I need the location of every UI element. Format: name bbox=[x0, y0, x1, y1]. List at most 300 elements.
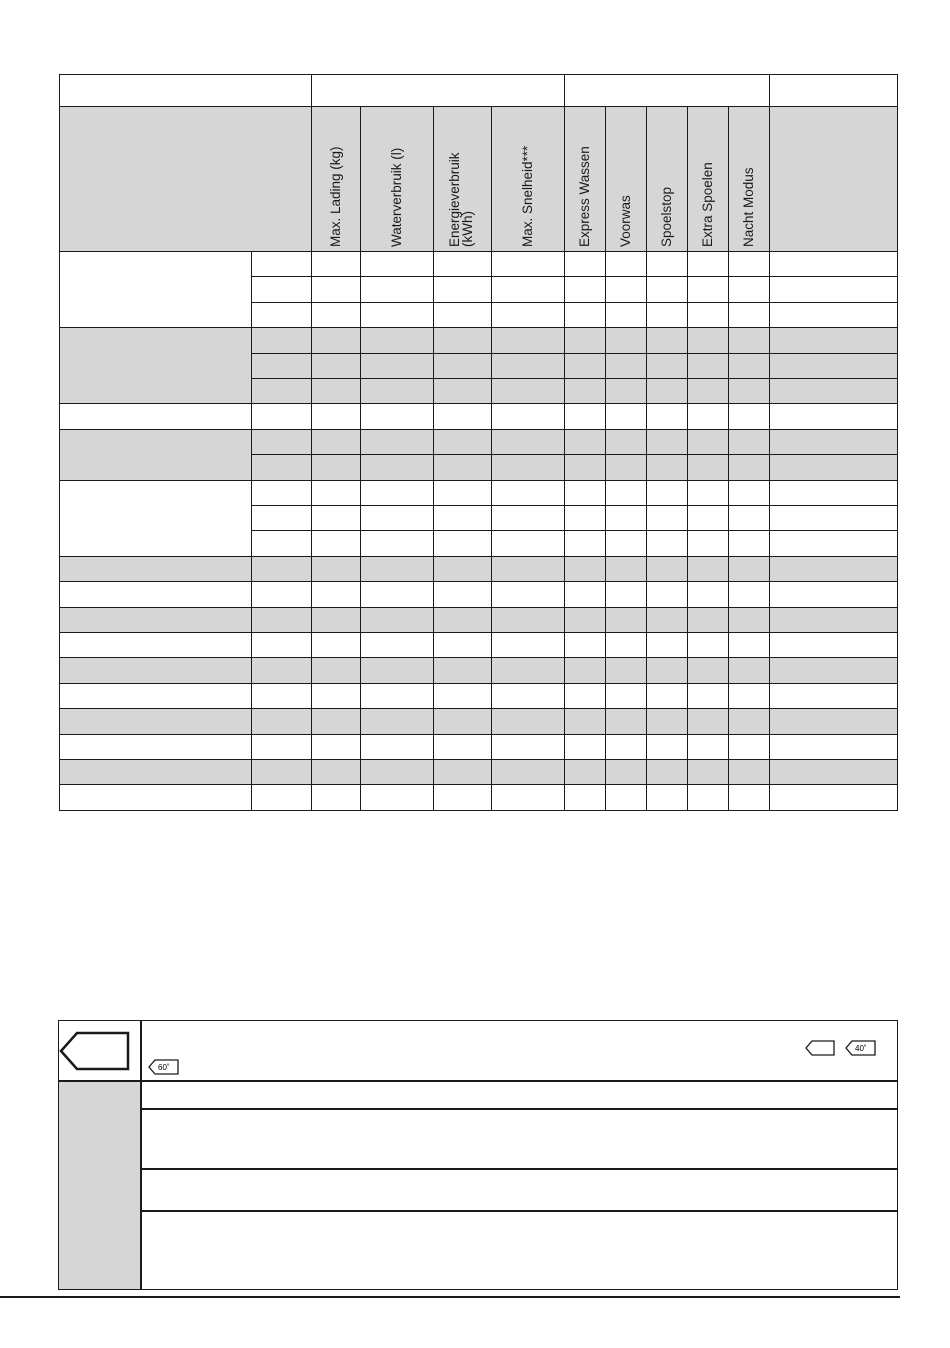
table-cell bbox=[647, 277, 688, 302]
table-cell bbox=[312, 658, 361, 683]
table-cell bbox=[770, 582, 898, 607]
table-cell bbox=[729, 429, 770, 454]
table-cell bbox=[729, 582, 770, 607]
table-cell bbox=[492, 505, 565, 530]
table-cell bbox=[434, 455, 492, 480]
programme-name-cell bbox=[60, 632, 252, 657]
table-cell bbox=[361, 607, 434, 632]
table-cell bbox=[492, 404, 565, 429]
col-header-energieverbruik: Energieverbruik (kWh) bbox=[434, 106, 492, 251]
table-cell bbox=[252, 760, 312, 785]
table-cell bbox=[434, 251, 492, 276]
table-cell bbox=[729, 760, 770, 785]
table-cell bbox=[252, 683, 312, 708]
info-box bbox=[58, 1020, 898, 1290]
table-cell bbox=[606, 455, 647, 480]
table-cell bbox=[361, 658, 434, 683]
info-divider bbox=[141, 1210, 897, 1212]
table-cell bbox=[312, 709, 361, 734]
table-cell bbox=[252, 328, 312, 353]
table-cell bbox=[606, 582, 647, 607]
table-row bbox=[60, 251, 898, 276]
table-cell bbox=[688, 582, 729, 607]
table-cell bbox=[252, 251, 312, 276]
temperature-40-tag-icon bbox=[845, 1040, 876, 1056]
table-cell bbox=[361, 302, 434, 327]
table-cell bbox=[361, 480, 434, 505]
group-header-cell bbox=[312, 75, 565, 107]
table-cell bbox=[688, 556, 729, 581]
table-cell bbox=[688, 353, 729, 378]
table-cell bbox=[770, 531, 898, 556]
table-row bbox=[60, 632, 898, 657]
programme-name-cell bbox=[60, 683, 252, 708]
table-cell bbox=[252, 632, 312, 657]
table-row bbox=[60, 480, 898, 505]
col-header-waterverbruik: Waterverbruik (l) bbox=[361, 106, 434, 251]
table-cell bbox=[770, 607, 898, 632]
table-cell bbox=[565, 709, 606, 734]
table-cell bbox=[434, 556, 492, 581]
table-cell bbox=[688, 785, 729, 811]
table-cell bbox=[434, 328, 492, 353]
temperature-60-tag-icon bbox=[148, 1059, 179, 1075]
table-cell bbox=[647, 531, 688, 556]
table-cell bbox=[770, 328, 898, 353]
table-cell bbox=[312, 505, 361, 530]
table-cell bbox=[492, 556, 565, 581]
table-cell bbox=[770, 785, 898, 811]
table-cell bbox=[647, 607, 688, 632]
table-cell bbox=[565, 378, 606, 403]
programme-name-cell bbox=[60, 734, 252, 759]
table-cell bbox=[606, 556, 647, 581]
table-cell bbox=[252, 455, 312, 480]
table-cell bbox=[312, 683, 361, 708]
table-cell bbox=[770, 480, 898, 505]
table-cell bbox=[606, 785, 647, 811]
table-cell bbox=[565, 760, 606, 785]
table-cell bbox=[361, 709, 434, 734]
table-cell bbox=[688, 760, 729, 785]
table-cell bbox=[770, 505, 898, 530]
table-cell bbox=[606, 760, 647, 785]
table-cell bbox=[729, 709, 770, 734]
table-cell bbox=[492, 328, 565, 353]
table-cell bbox=[565, 455, 606, 480]
table-cell bbox=[729, 353, 770, 378]
table-cell bbox=[565, 734, 606, 759]
col-header-spoelstop: Spoelstop bbox=[647, 106, 688, 251]
table-cell bbox=[770, 455, 898, 480]
table-cell bbox=[434, 658, 492, 683]
table-cell bbox=[361, 404, 434, 429]
table-row bbox=[60, 785, 898, 811]
programme-name-cell bbox=[60, 582, 252, 607]
table-cell bbox=[647, 709, 688, 734]
table-cell bbox=[492, 353, 565, 378]
table-cell bbox=[688, 277, 729, 302]
table-cell bbox=[434, 607, 492, 632]
programme-name-cell bbox=[60, 404, 252, 429]
table-cell bbox=[492, 277, 565, 302]
table-cell bbox=[434, 404, 492, 429]
table-cell bbox=[688, 480, 729, 505]
table-cell bbox=[492, 531, 565, 556]
table-cell bbox=[688, 302, 729, 327]
table-cell bbox=[492, 632, 565, 657]
table-cell bbox=[434, 480, 492, 505]
col-header-last bbox=[770, 106, 898, 251]
info-divider bbox=[141, 1108, 897, 1110]
table-cell bbox=[434, 429, 492, 454]
col-header-extra-spoelen: Extra Spoelen bbox=[688, 106, 729, 251]
table-cell bbox=[312, 734, 361, 759]
table-row bbox=[60, 709, 898, 734]
temperature-tag-icon bbox=[805, 1040, 835, 1056]
table-cell bbox=[565, 353, 606, 378]
table-cell bbox=[434, 760, 492, 785]
table-cell bbox=[492, 683, 565, 708]
table-cell bbox=[606, 378, 647, 403]
programme-name-cell bbox=[60, 429, 252, 480]
table-cell bbox=[688, 658, 729, 683]
table-cell bbox=[434, 632, 492, 657]
temperature-tag-icon bbox=[59, 1031, 131, 1071]
table-row bbox=[60, 683, 898, 708]
col-header-voorwas: Voorwas bbox=[606, 106, 647, 251]
table-cell bbox=[647, 734, 688, 759]
table-cell bbox=[434, 302, 492, 327]
table-cell bbox=[688, 429, 729, 454]
table-cell bbox=[492, 709, 565, 734]
table-cell bbox=[688, 455, 729, 480]
table-cell bbox=[312, 760, 361, 785]
table-row bbox=[60, 734, 898, 759]
table-row bbox=[60, 429, 898, 454]
table-cell bbox=[492, 785, 565, 811]
info-divider bbox=[140, 1021, 142, 1289]
table-row bbox=[60, 328, 898, 353]
table-cell bbox=[565, 251, 606, 276]
page-bottom-rule bbox=[0, 1296, 900, 1298]
table-cell bbox=[361, 505, 434, 530]
table-cell bbox=[492, 734, 565, 759]
table-cell bbox=[770, 404, 898, 429]
table-row bbox=[60, 760, 898, 785]
table-cell bbox=[361, 455, 434, 480]
table-cell bbox=[565, 658, 606, 683]
table-cell bbox=[606, 277, 647, 302]
table-cell bbox=[647, 404, 688, 429]
table-cell bbox=[729, 277, 770, 302]
table-cell bbox=[252, 404, 312, 429]
table-cell bbox=[770, 251, 898, 276]
group-header-cell bbox=[565, 75, 770, 107]
table-row bbox=[60, 582, 898, 607]
table-cell bbox=[252, 556, 312, 581]
table-cell bbox=[647, 582, 688, 607]
table-cell bbox=[729, 302, 770, 327]
table-column-header-row bbox=[60, 106, 898, 251]
table-cell bbox=[688, 683, 729, 708]
table-cell bbox=[729, 505, 770, 530]
table-cell bbox=[361, 582, 434, 607]
table-cell bbox=[312, 404, 361, 429]
table-cell bbox=[312, 251, 361, 276]
table-cell bbox=[565, 683, 606, 708]
table-cell bbox=[312, 277, 361, 302]
table-cell bbox=[729, 785, 770, 811]
table-cell bbox=[688, 531, 729, 556]
table-cell bbox=[729, 251, 770, 276]
table-cell bbox=[729, 455, 770, 480]
table-cell bbox=[606, 632, 647, 657]
table-cell bbox=[434, 709, 492, 734]
table-cell bbox=[434, 277, 492, 302]
table-cell bbox=[252, 378, 312, 403]
table-cell bbox=[252, 531, 312, 556]
table-cell bbox=[606, 480, 647, 505]
table-cell bbox=[770, 658, 898, 683]
table-cell bbox=[770, 429, 898, 454]
table-cell bbox=[434, 734, 492, 759]
table-cell bbox=[492, 302, 565, 327]
table-cell bbox=[312, 531, 361, 556]
table-cell bbox=[492, 760, 565, 785]
table-cell bbox=[606, 531, 647, 556]
table-cell bbox=[361, 328, 434, 353]
table-cell bbox=[606, 251, 647, 276]
table-cell bbox=[606, 328, 647, 353]
info-divider bbox=[141, 1168, 897, 1170]
col-header-express-wassen: Express Wassen bbox=[565, 106, 606, 251]
table-cell bbox=[492, 480, 565, 505]
table-cell bbox=[729, 404, 770, 429]
table-cell bbox=[606, 429, 647, 454]
programme-header-cell bbox=[60, 106, 312, 251]
table-cell bbox=[361, 632, 434, 657]
table-cell bbox=[434, 582, 492, 607]
table-cell bbox=[729, 683, 770, 708]
programme-name-cell bbox=[60, 328, 252, 404]
table-cell bbox=[688, 709, 729, 734]
table-cell bbox=[312, 455, 361, 480]
table-cell bbox=[434, 683, 492, 708]
table-cell bbox=[252, 277, 312, 302]
table-cell bbox=[729, 556, 770, 581]
table-cell bbox=[361, 785, 434, 811]
table-cell bbox=[770, 683, 898, 708]
table-cell bbox=[565, 505, 606, 530]
programme-name-cell bbox=[60, 709, 252, 734]
table-cell bbox=[770, 378, 898, 403]
table-cell bbox=[361, 277, 434, 302]
table-cell bbox=[729, 480, 770, 505]
programme-name-cell bbox=[60, 760, 252, 785]
table-cell bbox=[312, 582, 361, 607]
table-cell bbox=[565, 785, 606, 811]
group-header-cell bbox=[60, 75, 312, 107]
table-cell bbox=[312, 429, 361, 454]
table-cell bbox=[492, 429, 565, 454]
table-cell bbox=[647, 353, 688, 378]
table-cell bbox=[688, 328, 729, 353]
table-cell bbox=[647, 760, 688, 785]
table-cell bbox=[252, 353, 312, 378]
col-header-nacht-modus: Nacht Modus bbox=[729, 106, 770, 251]
table-cell bbox=[492, 582, 565, 607]
table-cell bbox=[647, 505, 688, 530]
table-cell bbox=[606, 353, 647, 378]
programme-name-cell bbox=[60, 658, 252, 683]
table-cell bbox=[252, 785, 312, 811]
table-cell bbox=[361, 734, 434, 759]
table-cell bbox=[688, 734, 729, 759]
table-cell bbox=[252, 480, 312, 505]
table-cell bbox=[770, 556, 898, 581]
table-cell bbox=[606, 302, 647, 327]
table-cell bbox=[729, 378, 770, 403]
col-header-max-lading: Max. Lading (kg) bbox=[312, 106, 361, 251]
table-cell bbox=[770, 353, 898, 378]
table-cell bbox=[770, 302, 898, 327]
programme-table bbox=[59, 74, 898, 811]
table-cell bbox=[729, 328, 770, 353]
table-cell bbox=[361, 429, 434, 454]
table-cell bbox=[492, 378, 565, 403]
info-divider bbox=[59, 1080, 897, 1082]
table-cell bbox=[361, 760, 434, 785]
tag-60-label: 60˚ bbox=[158, 1063, 170, 1072]
table-cell bbox=[565, 302, 606, 327]
table-cell bbox=[647, 480, 688, 505]
table-cell bbox=[492, 455, 565, 480]
table-cell bbox=[606, 607, 647, 632]
tag-40-label: 40˚ bbox=[855, 1044, 867, 1053]
table-cell bbox=[770, 632, 898, 657]
table-cell bbox=[434, 531, 492, 556]
table-cell bbox=[770, 277, 898, 302]
table-cell bbox=[606, 734, 647, 759]
table-cell bbox=[688, 378, 729, 403]
table-cell bbox=[361, 683, 434, 708]
programme-name-cell bbox=[60, 785, 252, 811]
table-cell bbox=[434, 785, 492, 811]
table-cell bbox=[312, 632, 361, 657]
table-cell bbox=[606, 658, 647, 683]
table-cell bbox=[565, 277, 606, 302]
programme-name-cell bbox=[60, 480, 252, 556]
table-cell bbox=[729, 658, 770, 683]
table-cell bbox=[606, 505, 647, 530]
table-cell bbox=[729, 734, 770, 759]
table-cell bbox=[565, 328, 606, 353]
table-cell bbox=[312, 378, 361, 403]
programme-name-cell bbox=[60, 556, 252, 581]
table-cell bbox=[647, 429, 688, 454]
table-cell bbox=[647, 302, 688, 327]
table-cell bbox=[252, 582, 312, 607]
group-header-cell bbox=[770, 75, 898, 107]
table-cell bbox=[252, 505, 312, 530]
table-cell bbox=[492, 658, 565, 683]
table-cell bbox=[770, 709, 898, 734]
table-cell bbox=[492, 251, 565, 276]
programme-name-cell bbox=[60, 607, 252, 632]
table-cell bbox=[606, 709, 647, 734]
table-cell bbox=[312, 353, 361, 378]
table-cell bbox=[647, 683, 688, 708]
table-cell bbox=[361, 251, 434, 276]
table-cell bbox=[647, 658, 688, 683]
table-cell bbox=[252, 607, 312, 632]
table-cell bbox=[565, 607, 606, 632]
table-cell bbox=[312, 328, 361, 353]
table-cell bbox=[565, 480, 606, 505]
table-cell bbox=[312, 785, 361, 811]
table-cell bbox=[606, 683, 647, 708]
table-cell bbox=[361, 556, 434, 581]
table-cell bbox=[565, 556, 606, 581]
programme-name-cell bbox=[60, 251, 252, 327]
table-row bbox=[60, 607, 898, 632]
table-cell bbox=[252, 709, 312, 734]
table-cell bbox=[252, 734, 312, 759]
table-cell bbox=[361, 353, 434, 378]
table-cell bbox=[688, 632, 729, 657]
table-cell bbox=[647, 328, 688, 353]
table-cell bbox=[770, 734, 898, 759]
table-cell bbox=[312, 556, 361, 581]
table-cell bbox=[312, 480, 361, 505]
table-cell bbox=[252, 302, 312, 327]
table-cell bbox=[565, 632, 606, 657]
table-cell bbox=[434, 505, 492, 530]
table-cell bbox=[565, 404, 606, 429]
table-cell bbox=[361, 531, 434, 556]
table-row bbox=[60, 404, 898, 429]
table-cell bbox=[770, 760, 898, 785]
table-cell bbox=[312, 302, 361, 327]
table-cell bbox=[647, 455, 688, 480]
table-cell bbox=[565, 531, 606, 556]
table-cell bbox=[606, 404, 647, 429]
table-cell bbox=[565, 582, 606, 607]
table-cell bbox=[647, 632, 688, 657]
table-cell bbox=[312, 607, 361, 632]
table-cell bbox=[252, 658, 312, 683]
table-cell bbox=[688, 607, 729, 632]
table-cell bbox=[688, 251, 729, 276]
table-cell bbox=[729, 632, 770, 657]
table-cell bbox=[492, 607, 565, 632]
table-cell bbox=[647, 556, 688, 581]
table-cell bbox=[565, 429, 606, 454]
table-cell bbox=[647, 251, 688, 276]
info-side-panel bbox=[59, 1081, 141, 1289]
col-header-max-snelheid: Max. Snelheid*** bbox=[492, 106, 565, 251]
table-cell bbox=[434, 353, 492, 378]
table-cell bbox=[729, 607, 770, 632]
table-row bbox=[60, 556, 898, 581]
table-cell bbox=[647, 378, 688, 403]
table-row bbox=[60, 658, 898, 683]
table-group-header-row bbox=[60, 75, 898, 107]
table-cell bbox=[361, 378, 434, 403]
table-cell bbox=[252, 429, 312, 454]
table-body bbox=[60, 251, 898, 810]
